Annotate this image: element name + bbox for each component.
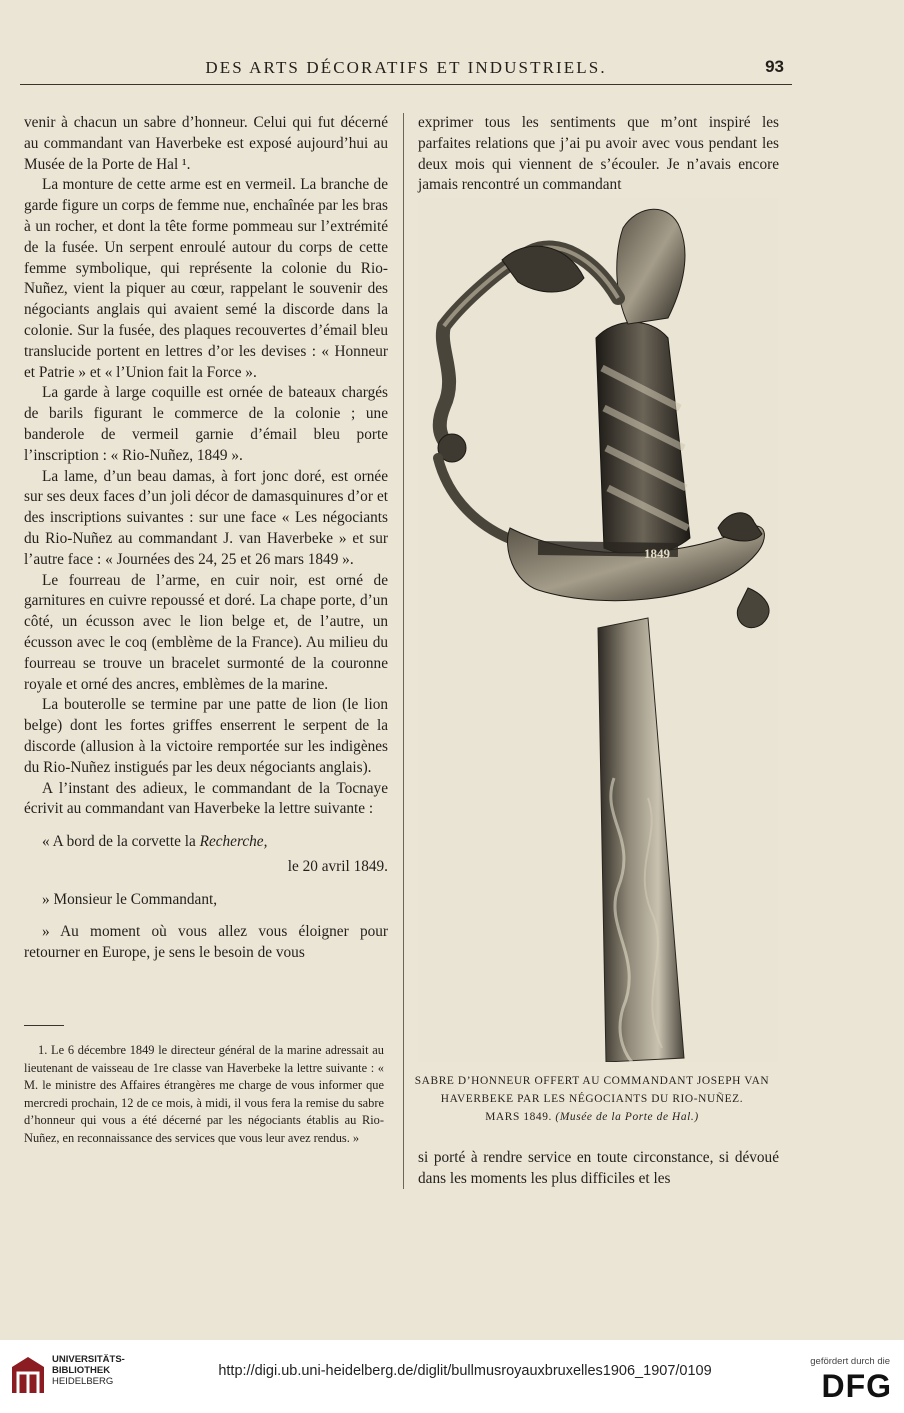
paragraph: venir à chacun un sabre d’honneur. Celui qui fut décerné au commandant van Haverbeke est exposé aujourd’hui au Musée de la Porte de Hal ¹.: [24, 114, 388, 173]
paragraph: La monture de cette arme est en vermeil. La branche de garde figure un corps de femme nue, enchaînée par les bras à un rocher, et dont la tête forme pommeau sur l’extrémité de la fusée. Un serpent enroulé autour du corps de cette femme symbolique, qui représente la colonie du Rio-Nuñez, vient la piquer au cœur, rappelant le souvenir des négociants anglais qui avaient semé la discorde dans la colonie. Sur la fusée, des plaques recouvertes d’émail bleu translucide portent en lettres d’or les devises : « Honneur et Patrie » et « l’Union fait la Force ».: [24, 176, 388, 381]
header-rule: [20, 84, 792, 85]
banderole-inscription: 1849: [644, 546, 670, 561]
letter-salutation: » Monsieur le Commandant,: [42, 890, 218, 908]
figure-caption: [404, 1072, 780, 1126]
university-library-logo-icon: [8, 1353, 48, 1397]
paragraph: La bouterolle se termine par une patte de lion (le lion belge) dont les fortes griffes enserrent le serpent de la discorde (allusion à la victoire remportée sur les indigènes du Rio-Nuñez instigués par les deux négociants anglais).: [24, 696, 388, 776]
ship-name: Recherche,: [199, 833, 268, 851]
running-title: DES ARTS DÉCORATIFS ET INDUSTRIELS.: [205, 58, 607, 77]
library-line: UNIVERSITÄTS-: [52, 1354, 125, 1365]
sword-illustration: [418, 198, 778, 1062]
right-column-bottom: [418, 1148, 779, 1190]
letter-body: » Au moment où vous allez vous éloigner pour retourner en Europe, je sens le besoin de vous: [24, 923, 388, 962]
paragraph: La lame, d’un beau damas, à fort jonc doré, est ornée sur ses deux faces d’un joli décor de damasquinures d’or et des inscriptions suivantes : sur une face « Les négociants du Rio-Nuñez au commandant J. van Haverbeke » et sur l’autre face : « Journées des 24, 25 et 26 mars 1849 ».: [24, 467, 388, 568]
library-line: HEIDELBERG: [52, 1376, 114, 1387]
funded-by-label: gefördert durch die: [810, 1356, 890, 1367]
paragraph: exprimer tous les sentiments que m’ont inspiré les parfaites relations que j’ai pu avoir avec vous pendant les deux mois qui viennent de s’écouler. Je n’avais encore jamais rencontré un commandant: [418, 114, 779, 194]
paragraph: Le fourreau de l’arme, en cuir noir, est orné de garnitures en cuivre repoussé et doré. La chape porte, d’un côté, un écusson avec le lion belge et, de l’autre, un écusson avec le coq (emblème de la France). Au milieu du fourreau se trouve un bracelet surmonté de la couronne royale et orné des ancres, emblèmes de la marine.: [24, 571, 388, 693]
permalink-url[interactable]: http://digi.ub.uni-heidelberg.de/diglit/bullmusroyauxbruxelles1906_1907/0109: [218, 1363, 712, 1379]
caption-line: [404, 1108, 780, 1126]
left-column: [24, 113, 388, 964]
letter-date: le 20 avril 1849.: [287, 857, 388, 875]
running-head: [20, 56, 790, 84]
column-divider: [403, 113, 404, 1189]
sword-figure: [418, 198, 778, 1062]
caption-line: HAVERBEKE PAR LES NÉGOCIANTS DU RIO-NUÑEZ.: [440, 1093, 744, 1105]
paragraph: A l’instant des adieux, le commandant de la Tocnaye écrivit au commandant van Haverbeke la lettre suivante :: [24, 779, 388, 818]
page-number: 93: [765, 57, 784, 76]
paragraph: La garde à large coquille est ornée de bateaux chargés de barils figurant le commerce de la colonie ; une banderole de vermeil garnie d’émail bleu porte l’inscription : « Rio-Nuñez, 1849 ».: [24, 384, 388, 464]
dfg-logo: DFG: [821, 1368, 892, 1404]
library-name: [52, 1354, 125, 1387]
viewer-footer: [0, 1340, 904, 1413]
footnote-rule: [24, 1025, 64, 1026]
library-line: BIBLIOTHEK: [52, 1365, 111, 1376]
caption-date: MARS 1849.: [485, 1111, 552, 1123]
caption-line: SABRE D’HONNEUR OFFERT AU COMMANDANT JOSEPH VAN: [414, 1075, 770, 1087]
letter-opening-text: « A bord de la corvette la: [42, 833, 200, 851]
footnote-text: 1. Le 6 décembre 1849 le directeur général de la marine adressait au lieutenant de vaisseau de 1re classe van Haverbeke la lettre suivante : « M. le ministre des Affaires étrangères me charge de vous informer que mercredi prochain, 12 de ce mois, à midi, il vous fera la remise du sabre d’honneur qui vous a été décerné par les négociants établis au Rio-Nuñez, en reconnaissance des services que vous leur avez rendus. »: [24, 1043, 384, 1145]
letter-opening: [24, 832, 388, 853]
caption-museum: (Musée de la Porte de Hal.): [555, 1111, 699, 1123]
footnote: [24, 1042, 384, 1147]
paragraph: si porté à rendre service en toute circonstance, si dévoué dans les moments les plus difficiles et les: [418, 1149, 779, 1187]
right-column-top: [418, 113, 779, 196]
